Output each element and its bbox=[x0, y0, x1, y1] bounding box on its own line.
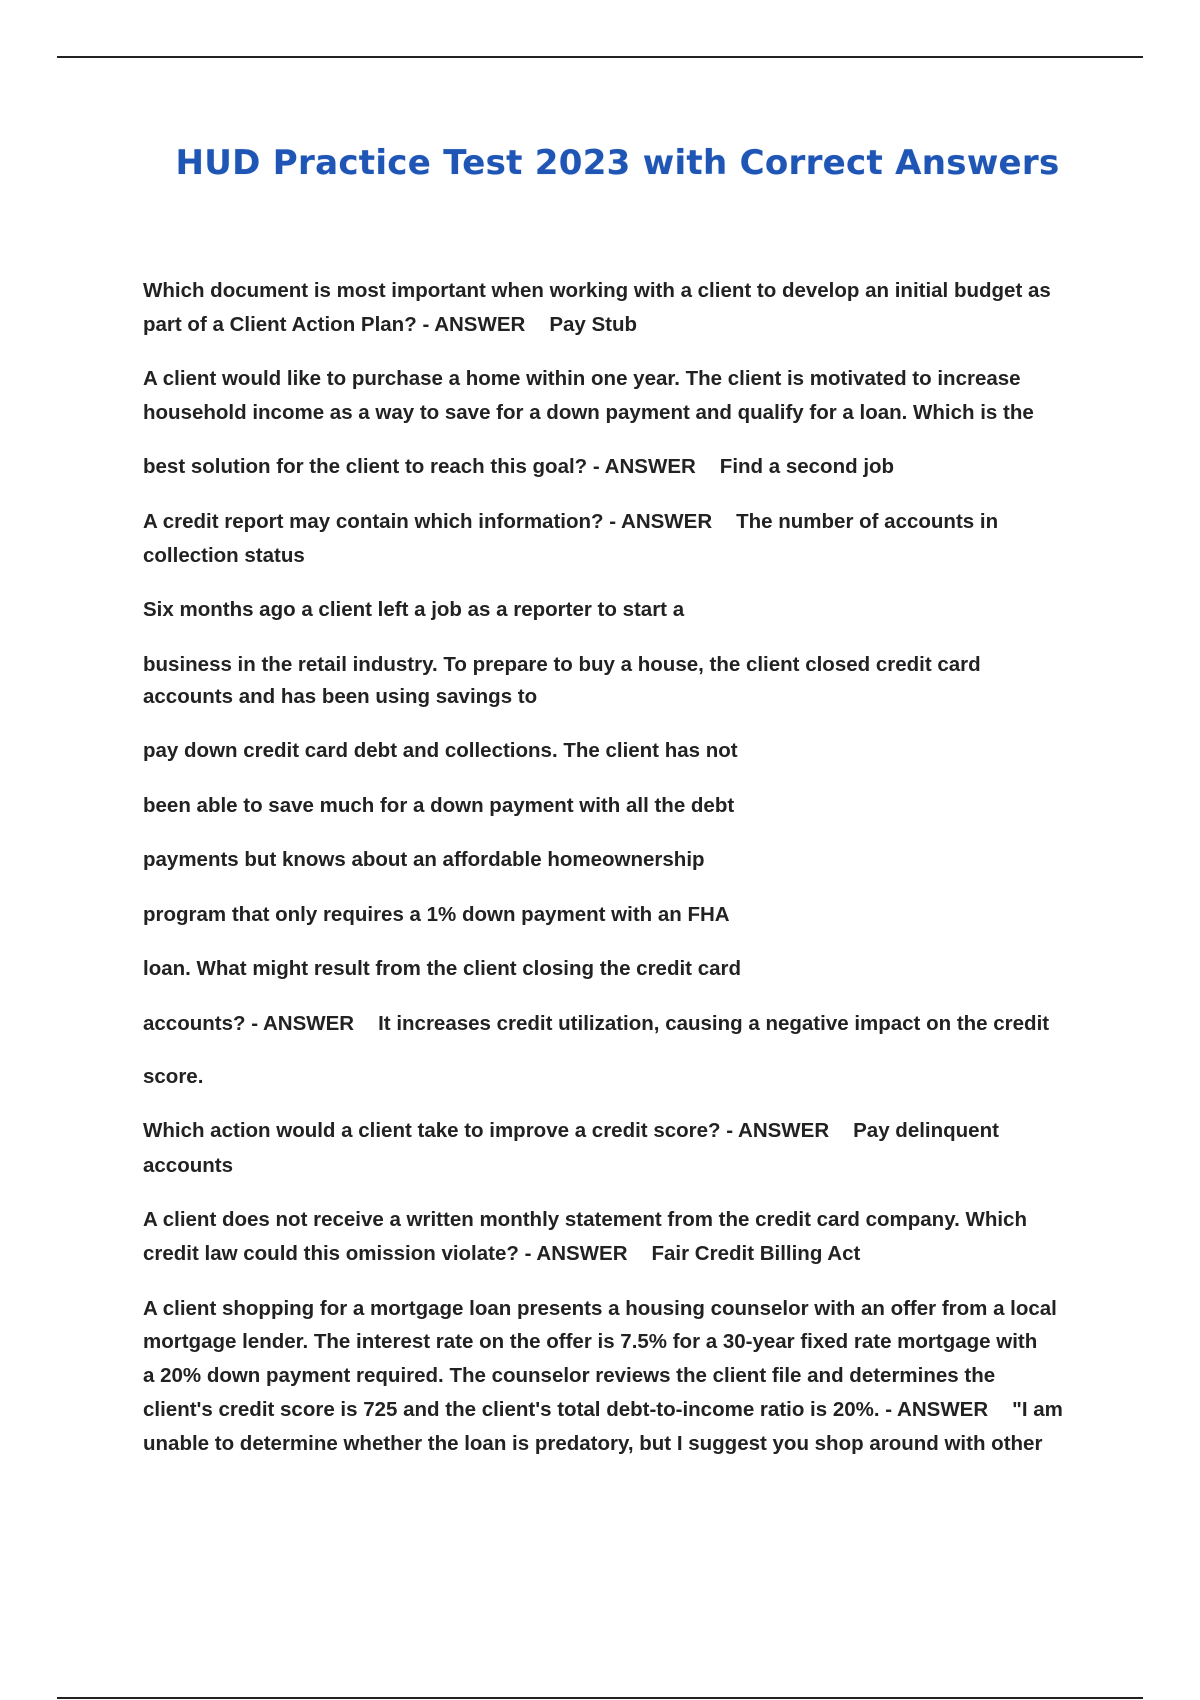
question-text: best solution for the client to reach this goal? bbox=[143, 455, 588, 478]
answer-3-continued: collection status bbox=[143, 544, 305, 567]
question-1-line-1: Which document is most important when working with a client to develop an initial budget as bbox=[143, 279, 1051, 302]
question-4-line-1: Six months ago a client left a job as a reporter to start a bbox=[143, 598, 685, 621]
question-7-line-3: a 20% down payment required. The counselor reviews the client file and determines the bbox=[143, 1364, 996, 1387]
question-1-line-2 bbox=[143, 308, 637, 342]
question-2-line-3 bbox=[143, 450, 894, 484]
question-text: Which action would a client take to improve a credit score? bbox=[143, 1119, 721, 1142]
bottom-rule bbox=[57, 1697, 1143, 1699]
answer-marker: - ANSWER bbox=[251, 1012, 355, 1035]
answer-text: Find a second job bbox=[719, 455, 895, 478]
question-text: credit law could this omission violate? bbox=[143, 1242, 519, 1265]
question-4-line-3: accounts and has been using savings to bbox=[143, 685, 538, 708]
question-text: client's credit score is 725 and the client's total debt-to-income ratio is 20%. bbox=[143, 1398, 880, 1421]
question-3-line-1 bbox=[143, 505, 998, 539]
question-6-line-1: A client does not receive a written monthly statement from the credit card company. Which bbox=[143, 1208, 1027, 1231]
question-2-line-2: household income as a way to save for a down payment and qualify for a loan. Which is the bbox=[143, 401, 1034, 424]
question-4-line-7: program that only requires a 1% down payment with an FHA bbox=[143, 903, 730, 926]
question-text: part of a Client Action Plan? bbox=[143, 313, 417, 336]
question-2-line-1: A client would like to purchase a home within one year. The client is motivated to increase bbox=[143, 367, 1021, 390]
question-7-line-1: A client shopping for a mortgage loan presents a housing counselor with an offer from a local bbox=[143, 1297, 1057, 1320]
question-text: A credit report may contain which information? bbox=[143, 510, 604, 533]
question-7-line-2: mortgage lender. The interest rate on the offer is 7.5% for a 30-year fixed rate mortgage with bbox=[143, 1330, 1038, 1353]
answer-text: Pay delinquent bbox=[853, 1119, 999, 1142]
question-4-line-2: business in the retail industry. To prepare to buy a house, the client closed credit card bbox=[143, 653, 981, 676]
answer-marker: - ANSWER bbox=[726, 1119, 830, 1142]
top-rule bbox=[57, 56, 1143, 58]
answer-marker: - ANSWER bbox=[422, 313, 526, 336]
question-4-line-9 bbox=[143, 1007, 1049, 1041]
answer-text: The number of accounts in bbox=[736, 510, 999, 533]
answer-7-continued: unable to determine whether the loan is predatory, but I suggest you shop around with other bbox=[143, 1432, 1043, 1455]
answer-text: "I am bbox=[1012, 1398, 1063, 1421]
question-6-line-2 bbox=[143, 1237, 860, 1271]
document-title: HUD Practice Test 2023 with Correct Answers bbox=[175, 143, 1060, 183]
question-4-line-8: loan. What might result from the client closing the credit card bbox=[143, 957, 741, 980]
question-4-line-4: pay down credit card debt and collections. The client has not bbox=[143, 739, 738, 762]
question-5-line-1 bbox=[143, 1114, 999, 1148]
question-text: accounts? bbox=[143, 1012, 246, 1035]
answer-text: Pay Stub bbox=[549, 313, 638, 336]
answer-marker: - ANSWER bbox=[524, 1242, 628, 1265]
answer-4-continued: score. bbox=[143, 1065, 204, 1088]
answer-marker: - ANSWER bbox=[609, 510, 713, 533]
question-4-line-5: been able to save much for a down payment with all the debt bbox=[143, 794, 735, 817]
answer-5-continued: accounts bbox=[143, 1154, 233, 1177]
answer-marker: - ANSWER bbox=[592, 455, 696, 478]
answer-text: It increases credit utilization, causing a negative impact on the credit bbox=[378, 1012, 1050, 1035]
answer-marker: - ANSWER bbox=[885, 1398, 989, 1421]
question-4-line-6: payments but knows about an affordable homeownership bbox=[143, 848, 705, 871]
answer-text: Fair Credit Billing Act bbox=[651, 1242, 861, 1265]
question-7-line-4 bbox=[143, 1393, 1063, 1427]
